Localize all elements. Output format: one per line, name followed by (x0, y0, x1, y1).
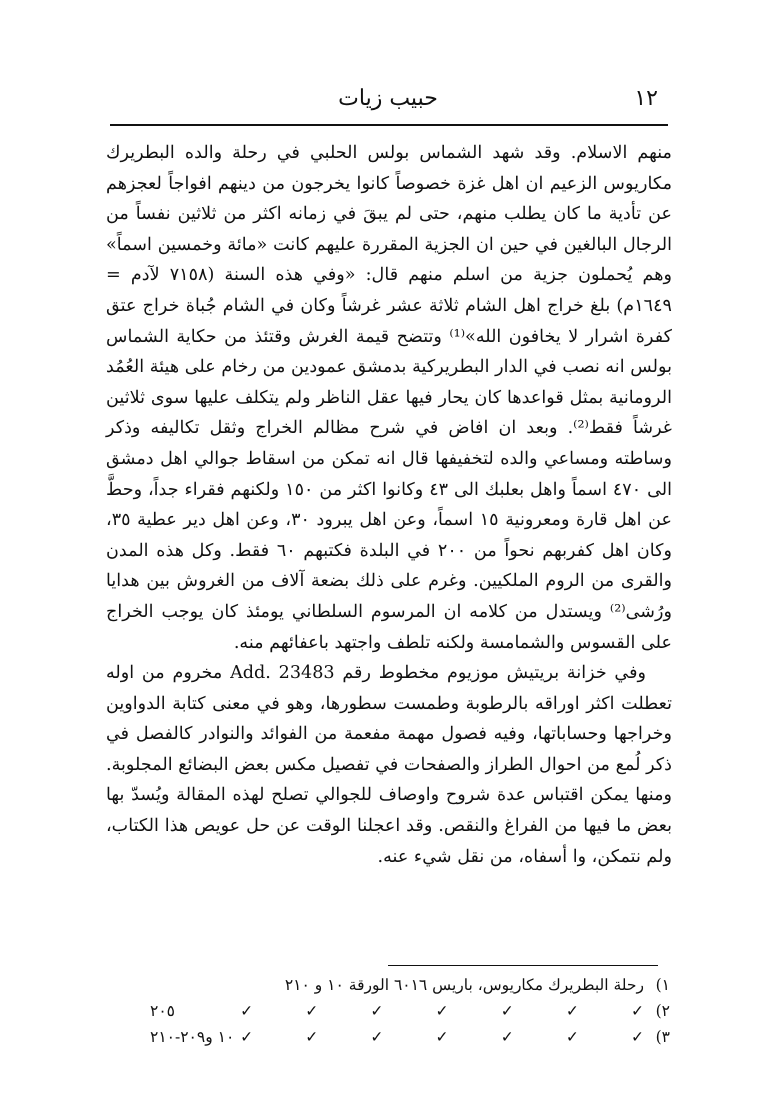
ditto-mark: ✓ (435, 1002, 449, 1020)
ditto-mark: ✓ (631, 1002, 644, 1020)
ditto-mark: ✓ (370, 1002, 384, 1020)
ditto-mark: ✓ (240, 1028, 254, 1046)
footnote-rule (388, 965, 658, 966)
paragraph: وفي خزانة بريتيش موزيوم مخطوط رقم Add. 23483 مخروم من اوله تعطلت اكثر اوراقه بالرطوبة وطمست سطورها، وهو في معنى كتابة الدواوين وخراجها وحساباتها، وفيه فصول مهمة مفعمة من الفوائد والنوادر كالفصل في ذكر لُمع من احوال الطراز والصفحات في تفصيل مكس بعض البضائع المجلوبة. ومنها يمكن اقتباس عدة شروح واوصاف للجوالي تصلح لهذه المقالة ويُسدّ بها بعض ما فيها من الفراغ والنقص. وقد اعجلنا الوقت عن حل عويص هذا الكتاب، ولم نتمكن، وا أسفاه، من نقل شيء عنه. (106, 663, 672, 867)
footnote-text: رحلة البطريرك مكاريوس، باريس ٦٠١٦ الورقة ١٠ و ٢١٠ (284, 976, 644, 994)
footnote-pages: ٢٠٥ (150, 1002, 175, 1020)
footnote (150, 972, 670, 998)
footnote-number: ٢) (655, 1002, 670, 1020)
ditto-mark: ✓ (500, 1002, 514, 1020)
footnote (150, 1024, 670, 1050)
ditto-marks (240, 998, 644, 1024)
ditto-mark: ✓ (305, 1028, 319, 1046)
ditto-mark: ✓ (370, 1028, 384, 1046)
ditto-mark: ✓ (435, 1028, 449, 1046)
ditto-mark: ✓ (565, 1002, 579, 1020)
body-text (106, 138, 672, 872)
footnotes (150, 972, 670, 1050)
footnote-number: ١) (655, 976, 670, 994)
footnote-number: ٣) (655, 1028, 670, 1046)
ditto-mark: ✓ (500, 1028, 514, 1046)
footnote-pages: ١٠ و٢٠٩-٢١٠ (150, 1028, 235, 1046)
header-rule (110, 124, 668, 126)
ditto-marks (240, 1024, 644, 1050)
ditto-mark: ✓ (565, 1028, 579, 1046)
page-number: ١٢ (634, 86, 658, 111)
footnote (150, 998, 670, 1024)
page-header (118, 86, 658, 116)
ditto-mark: ✓ (631, 1028, 644, 1046)
running-title: حبيب زيات (338, 86, 438, 111)
ditto-mark: ✓ (305, 1002, 319, 1020)
ditto-mark: ✓ (240, 1002, 254, 1020)
paragraph: منهم الاسلام. وقد شهد الشماس بولس الحلبي في رحلة والده البطريرك مكاريوس الزعيم ان اهل غزة خصوصاً كانوا يخرجون من دينهم افواجاً لعجزهم عن تأدية ما كان يطلب منهم، حتى لم يبقَ في زمانه اكثر من ثلاثين نفساً من الرجال البالغين في حين ان الجزية المقررة عليهم كانت «مائة وخمسين اسماً» وهم يُحملون جزية من اسلم منهم قال: «وفي هذه السنة (٧١٥٨ لآدم = ١٦٤٩م) بلغ خراج اهل الشام ثلاثة عشر غرشاً وكان في الشام جُباة خراج عتق كفرة اشرار لا يخافون الله»⁽¹⁾ وتتضح قيمة الغرش وقتئذ من حكاية الشماس بولس انه نصب في الدار البطريركية بدمشق عمودين من رخام على هيئة العُمُد الرومانية بمثل قواعدها كان يحار فيها عقل الناظر ولم يتكلف عليها سوى ثلاثين غرشاً فقط⁽²⁾. وبعد ان افاض في شرح مظالم الخراج وثقل تكاليفه وذكر وساطته ومساعي والده لتخفيفها قال انه تمكن من اسقاط جوالي اهل دمشق الى ٤٧٠ اسماً واهل بعلبك الى ٤٣ وكانوا اكثر من ١٥٠ ولكنهم فقراء جداً، وحطَّ عن اهل قارة ومعرونية ١٥ اسماً، وعن اهل يبرود ٣٠، وعن اهل دير عطية ٣٥، وكان اهل كفربهم نحواً من ٢٠٠ في البلدة فكتبهم ٦٠ فقط. وكل هذه المدن والقرى من الروم الملكيين. وغرم على ذلك بضعة آلاف من الغروش بين هدايا ورُشى⁽²⁾ ويستدل من كلامه ان المرسوم السلطاني يومئذ كان يوجب الخراج على القسوس والشمامسة ولكنه تلطف واجتهد باعفائهم منه. (106, 143, 673, 653)
